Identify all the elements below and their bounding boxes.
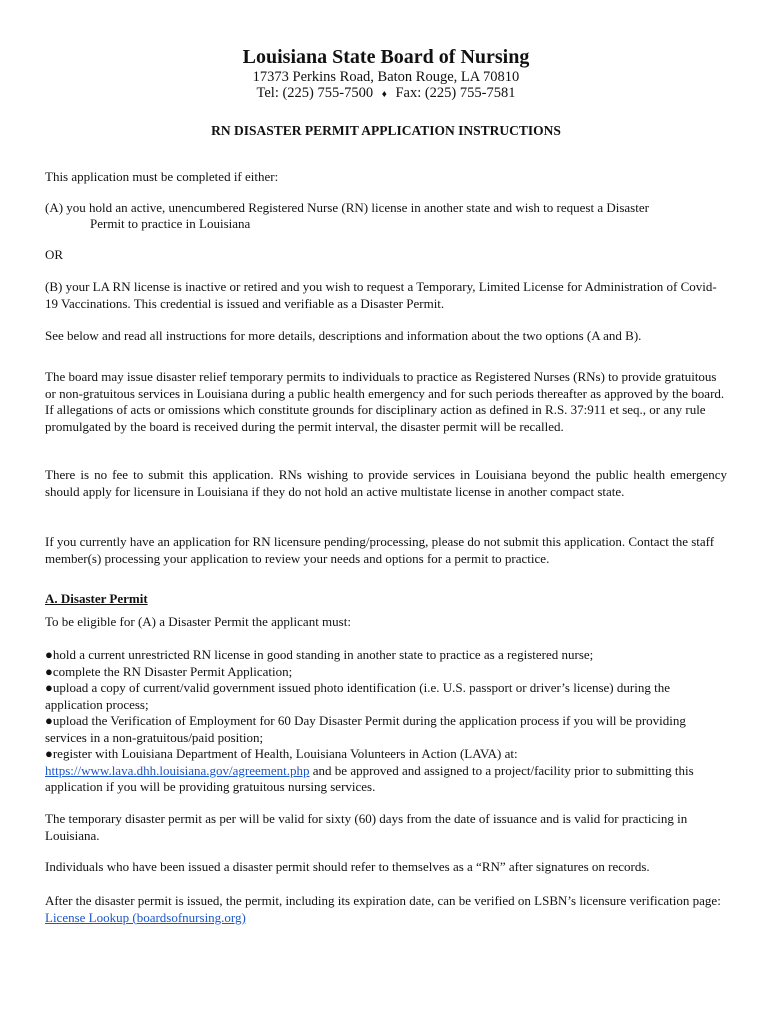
eligibility-lead: To be eligible for (A) a Disaster Permit the applicant must:: [45, 614, 351, 629]
verification-text: After the disaster permit is issued, the permit, including its expiration date, can be verified on LSBN’s licensure verification page:: [45, 893, 721, 908]
option-a-line1: (A) you hold an active, unencumbered Registered Nurse (RN) license in another state and wish to request a Disaster: [45, 200, 649, 215]
requirements-list: [45, 647, 727, 796]
organization-name: Louisiana State Board of Nursing: [242, 46, 530, 68]
lava-agreement-link[interactable]: https://www.lava.dhh.louisiana.gov/agreement.php: [45, 762, 310, 778]
option-a-line2: Permit to practice in Louisiana: [90, 216, 251, 231]
rn-title-paragraph: Individuals who have been issued a disaster permit should refer to themselves as a “RN” after signatures on records.: [45, 859, 650, 874]
document-title: RN DISASTER PERMIT APPLICATION INSTRUCTIONS: [211, 123, 561, 138]
verification-paragraph: [45, 893, 727, 926]
list-item: ●complete the RN Disaster Permit Application;: [45, 663, 293, 679]
section-a-heading: A. Disaster Permit: [45, 591, 148, 606]
see-below-note: See below and read all instructions for more details, descriptions and information about the two options (A and B).: [45, 328, 642, 343]
pending-paragraph: If you currently have an application for RN licensure pending/processing, please do not submit this application. Contact the staff member(s) processing your application to review your needs and options for a permit to practice.: [45, 534, 715, 566]
validity-paragraph: The temporary disaster permit as per will be valid for sixty (60) days from the date of issuance and is valid for practicing in Louisiana.: [45, 811, 688, 843]
organization-address: 17373 Perkins Road, Baton Rouge, LA 70810: [252, 69, 520, 85]
telephone: Tel: (225) 755-7500: [256, 85, 374, 101]
license-lookup-link[interactable]: License Lookup (boardsofnursing.org): [45, 909, 246, 925]
list-item: ●hold a current unrestricted RN license in good standing in another state to practice as a registered nurse;: [45, 647, 594, 662]
fee-paragraph: There is no fee to submit this application. RNs wishing to provide services in Louisiana beyond the public health emergency should apply for licensure in Louisiana if they do not hold an active multistate license in another compact state.: [45, 467, 727, 499]
contact-line: [45, 85, 727, 102]
or-separator: OR: [45, 247, 64, 262]
fax: Fax: (225) 755-7581: [395, 85, 516, 101]
lava-register-text-cont: and be approved and assigned to a project/facility prior to submitting this application if you will be providing gratuitous nursing services.: [45, 762, 694, 794]
lava-register-text: ●register with Louisiana Department of Health, Louisiana Volunteers in Action (LAVA) at:: [45, 746, 518, 761]
diamond-separator-icon: ♦: [381, 89, 387, 100]
board-paragraph: The board may issue disaster relief temporary permits to individuals to practice as Registered Nurses (RNs) to provide gratuitous or non-gratuitous services in Louisiana during a public health emergency and for such periods thereafter as approved by the board. If allegations of acts or omissions which constitute grounds for disciplinary action as defined in R.S. 37:911 et seq., or any rule promulgated by the board is received during the permit interval, the disaster permit will be recalled.: [45, 369, 725, 434]
list-item: ●upload the Verification of Employment for 60 Day Disaster Permit during the application process if you will be providing services in a non-gratuitous/paid position;: [45, 713, 686, 745]
list-item: [45, 746, 727, 796]
intro-lead: This application must be completed if either:: [45, 169, 279, 184]
list-item: ●upload a copy of current/valid government issued photo identification (i.e. U.S. passport or driver’s license) during the application process;: [45, 680, 670, 712]
option-b: (B) your LA RN license is inactive or retired and you wish to request a Temporary, Limited License for Administration of Covid-19 Vaccinations. This credential is issued and verifiable as a Disaster Permit.: [45, 279, 717, 311]
